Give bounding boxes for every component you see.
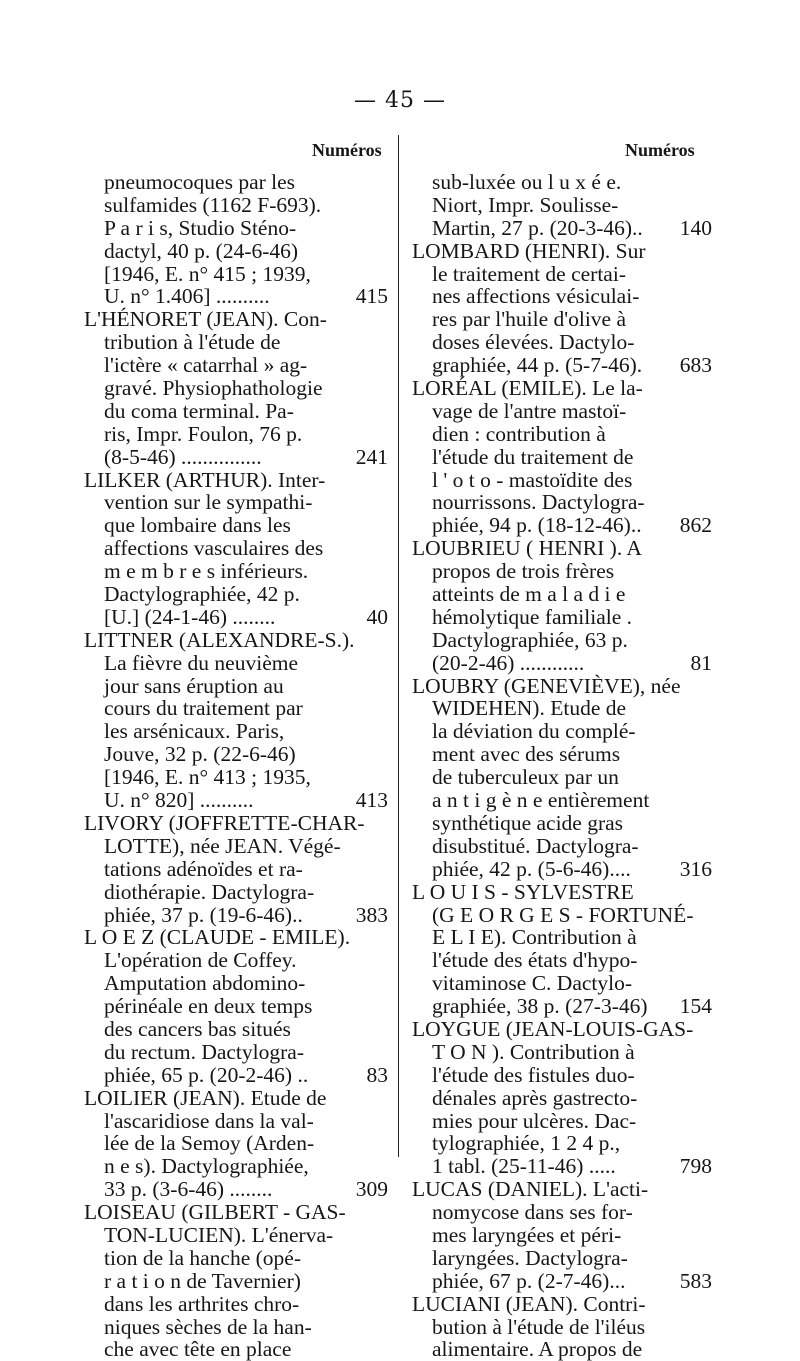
entry-heading-line: [412, 240, 712, 263]
entry-text: Niort, Impr. Soulisse-: [432, 192, 619, 217]
entry-number: 862: [679, 513, 712, 538]
entry-text: LOISEAU (GILBERT - GAS-: [84, 1200, 346, 1225]
entry-text: lée de la Semoy (Arden-: [104, 1131, 315, 1156]
entry-line: [84, 1064, 388, 1087]
entry-number: 81: [690, 650, 712, 675]
entry-heading-line: [84, 469, 388, 492]
entry-text: P a r i s, Studio Sténo-: [104, 215, 297, 240]
entry-text: mes laryngées et péri-: [432, 1222, 622, 1247]
entry-line: [412, 1110, 712, 1133]
entry-text: T O N ). Contribution à: [432, 1039, 635, 1064]
entry-text: nourrissons. Dactylogra-: [432, 490, 645, 515]
entry-text: vitaminose C. Dactylo-: [432, 971, 633, 996]
entry-line: [412, 1247, 712, 1270]
entry-text: tion de la hanche (opé-: [104, 1245, 301, 1270]
entry-heading-line: [84, 629, 388, 652]
entry-text: ris, Impr. Foulon, 76 p.: [104, 421, 303, 446]
entry-text: LOUBRY (GENEVIÈVE), née: [412, 673, 681, 698]
entry-line: [412, 1064, 712, 1087]
entry-text: diothérapie. Dactylogra-: [104, 879, 315, 904]
entry-text: L O U I S - SYLVESTRE: [412, 879, 634, 904]
entry-text: les arsénicaux. Paris,: [104, 719, 285, 744]
entry-text: laryngées. Dactylogra-: [432, 1245, 628, 1270]
entry-text: vention sur le sympathi-: [104, 490, 313, 515]
entry-line: [84, 194, 388, 217]
entry-text: LOILIER (JEAN). Etude de: [84, 1085, 327, 1110]
page-number: — 45 —: [354, 88, 446, 113]
entry-text: LUCIANI (JEAN). Contri-: [412, 1291, 646, 1316]
entry-text: l'étude des fistules duo-: [432, 1062, 635, 1087]
entry-heading-line: [412, 537, 712, 560]
entry-line: [84, 446, 388, 469]
entry-number: 583: [679, 1268, 712, 1293]
entry-line: [412, 1087, 712, 1110]
entry-line: [412, 423, 712, 446]
entry-text: nes affections vésiculai-: [432, 284, 640, 309]
entry-text: des cancers bas situés: [104, 1016, 291, 1041]
entry-text: (20-2-46) ............: [432, 650, 585, 675]
entry-line: [412, 904, 712, 927]
entry-text: dien : contribution à: [432, 421, 606, 446]
entry-line: [412, 1316, 712, 1339]
entry-text: E L I E). Contribution à: [432, 925, 637, 950]
entry-text: jour sans éruption au: [104, 673, 284, 698]
entry-line: [84, 972, 388, 995]
entry-heading-line: [84, 1201, 388, 1224]
entry-line: [412, 697, 712, 720]
entry-line: [84, 949, 388, 972]
entry-text: LORÉAL (EMILE). Le la-: [412, 376, 643, 401]
entry-text: phiée, 65 p. (20-2-46) ..: [104, 1062, 309, 1087]
entry-text: [U.] (24-1-46) ........: [104, 604, 276, 629]
entry-line: [84, 675, 388, 698]
entry-text: 33 p. (3-6-46) ........: [104, 1177, 273, 1202]
entry-line: [84, 285, 388, 308]
entry-line: [84, 743, 388, 766]
entry-line: [412, 514, 712, 537]
entry-line: [412, 308, 712, 331]
entry-heading-line: [412, 881, 712, 904]
entry-line: [412, 354, 712, 377]
entry-number: 683: [679, 353, 712, 378]
entry-text: nomycose dans ses for-: [432, 1200, 633, 1225]
entry-text: sulfamides (1162 F-693).: [104, 192, 322, 217]
entry-text: alimentaire. A propos de: [432, 1337, 643, 1361]
entry-text: affections vasculaires des: [104, 536, 324, 561]
entry-line: [412, 720, 712, 743]
entry-text: tribution à l'étude de: [104, 330, 281, 355]
entry-number: 415: [355, 284, 388, 309]
entry-line: [84, 1041, 388, 1064]
entry-line: [84, 1018, 388, 1041]
entry-line: [412, 331, 712, 354]
entry-line: [84, 881, 388, 904]
entry-text: sub-luxée ou l u x é e.: [432, 170, 622, 194]
entry-text: L'opération de Coffey.: [104, 948, 297, 973]
entry-text: res par l'huile d'olive à: [432, 307, 627, 332]
entry-text: hémolytique familiale .: [432, 604, 633, 629]
entry-line: [412, 263, 712, 286]
entry-line: [84, 652, 388, 675]
entry-line: [412, 926, 712, 949]
entry-line: [84, 400, 388, 423]
entry-line: [84, 995, 388, 1018]
entry-heading-line: [412, 1018, 712, 1041]
entry-text: Martin, 27 p. (20-3-46)..: [432, 215, 643, 240]
entry-text: phiée, 42 p. (5-6-46)....: [432, 856, 631, 881]
entry-heading-line: [84, 308, 388, 331]
entry-line: [412, 606, 712, 629]
entry-text: l ' o t o - mastoïdite des: [432, 467, 633, 492]
entry-line: [84, 1338, 388, 1361]
entry-text: bution à l'étude de l'iléus: [432, 1314, 646, 1339]
entry-text: r a t i o n de Tavernier): [104, 1268, 301, 1293]
entry-line: [84, 1178, 388, 1201]
entry-heading-line: [84, 926, 388, 949]
entry-text: Dactylographiée, 42 p.: [104, 582, 300, 607]
entry-line: [412, 446, 712, 469]
entry-line: [84, 1247, 388, 1270]
entry-line: [412, 629, 712, 652]
entry-text: doses élevées. Dactylo-: [432, 330, 635, 355]
entry-text: tylographiée, 1 2 4 p.,: [432, 1131, 621, 1156]
entry-line: [412, 560, 712, 583]
entry-text: du rectum. Dactylogra-: [104, 1039, 304, 1064]
entry-line: [84, 217, 388, 240]
entry-line: [412, 972, 712, 995]
entry-heading-line: [84, 812, 388, 835]
entry-line: [412, 835, 712, 858]
entry-text: que lombaire dans les: [104, 513, 291, 538]
entry-text: (G E O R G E S - FORTUNÉ-: [432, 902, 694, 927]
entry-text: U. n° 820] ..........: [104, 788, 254, 813]
entry-line: [412, 469, 712, 492]
entry-line: [412, 1201, 712, 1224]
entry-line: [84, 1132, 388, 1155]
entry-line: [84, 766, 388, 789]
entry-line: [84, 835, 388, 858]
entry-line: [412, 1132, 712, 1155]
entry-text: disubstitué. Dactylogra-: [432, 833, 639, 858]
right-column: [412, 171, 712, 1361]
entry-text: L'HÉNORET (JEAN). Con-: [84, 307, 327, 332]
entry-text: ment avec des sérums: [432, 742, 621, 767]
entry-text: propos de trois frères: [432, 559, 615, 584]
entry-number: 316: [679, 856, 712, 881]
entry-text: Dactylographiée, 63 p.: [432, 627, 628, 652]
entry-line: [84, 537, 388, 560]
entry-text: dénales après gastrecto-: [432, 1085, 638, 1110]
entry-text: mies pour ulcères. Dac-: [432, 1108, 637, 1133]
entry-text: atteints de m a l a d i e: [432, 582, 626, 607]
entry-text: synthétique acide gras: [432, 810, 624, 835]
entry-line: [84, 354, 388, 377]
entry-text: LILKER (ARTHUR). Inter-: [84, 467, 326, 492]
entry-text: niques sèches de la han-: [104, 1314, 312, 1339]
entry-line: [84, 491, 388, 514]
entry-number: 309: [355, 1177, 388, 1202]
entry-text: (8-5-46) ...............: [104, 444, 262, 469]
entry-line: [84, 697, 388, 720]
entry-text: [1946, E. n° 415 ; 1939,: [104, 261, 311, 286]
entry-text: périnéale en deux temps: [104, 994, 313, 1019]
entry-line: [84, 858, 388, 881]
entry-number: 154: [679, 994, 712, 1019]
entry-line: [412, 812, 712, 835]
entry-text: cours du traitement par: [104, 696, 303, 721]
entry-number: 413: [355, 788, 388, 813]
entry-line: [84, 263, 388, 286]
entry-text: TON-LUCIEN). L'énerva-: [104, 1222, 334, 1247]
entry-heading-line: [412, 1293, 712, 1316]
entry-line: [84, 514, 388, 537]
entry-line: [412, 583, 712, 606]
entry-text: a n t i g è n e entièrement: [432, 788, 650, 813]
entry-line: [412, 652, 712, 675]
entry-text: m e m b r e s inférieurs.: [104, 559, 309, 584]
entry-number: 40: [366, 604, 388, 629]
entry-heading-line: [412, 377, 712, 400]
entry-line: [84, 377, 388, 400]
entry-text: dactyl, 40 p. (24-6-46): [104, 238, 299, 263]
entry-line: [84, 331, 388, 354]
entry-line: [84, 423, 388, 446]
entry-text: n e s). Dactylographiée,: [104, 1154, 309, 1179]
entry-heading-line: [84, 1087, 388, 1110]
entry-line: [84, 904, 388, 927]
entry-text: L O E Z (CLAUDE - EMILE).: [84, 925, 351, 950]
entry-line: [412, 789, 712, 812]
entry-line: [412, 1041, 712, 1064]
entry-line: [412, 217, 712, 240]
entry-text: LOYGUE (JEAN-LOUIS-GAS-: [412, 1016, 694, 1041]
entry-line: [84, 1224, 388, 1247]
entry-text: U. n° 1.406] ..........: [104, 284, 270, 309]
entry-line: [84, 720, 388, 743]
entry-text: La fièvre du neuvième: [104, 650, 299, 675]
entry-text: vage de l'antre mastoï-: [432, 398, 627, 423]
entry-line: [412, 1224, 712, 1247]
entry-text: phiée, 67 p. (2-7-46)...: [432, 1268, 626, 1293]
entry-text: graphiée, 44 p. (5-7-46).: [432, 353, 643, 378]
entry-text: WIDEHEN). Etude de: [432, 696, 627, 721]
entry-number: 83: [366, 1062, 388, 1087]
entry-text: l'étude des états d'hypo-: [432, 948, 638, 973]
entry-text: du coma terminal. Pa-: [104, 398, 294, 423]
entry-line: [412, 400, 712, 423]
entry-text: gravé. Physiophathologie: [104, 376, 323, 401]
entry-line: [412, 194, 712, 217]
entry-line: [412, 743, 712, 766]
entry-text: graphiée, 38 p. (27-3-46): [432, 994, 648, 1019]
entry-line: [412, 858, 712, 881]
entry-text: l'étude du traitement de: [432, 444, 634, 469]
entry-line: [84, 1293, 388, 1316]
right-column-header: Numéros: [625, 140, 695, 160]
entry-line: [84, 240, 388, 263]
entry-text: LOMBARD (HENRI). Sur: [412, 238, 646, 263]
column-divider: [398, 135, 399, 1157]
entry-line: [412, 766, 712, 789]
entry-line: [412, 491, 712, 514]
entry-line: [84, 1270, 388, 1293]
entry-line: [84, 606, 388, 629]
entry-line: [412, 1155, 712, 1178]
entry-line: [412, 995, 712, 1018]
entry-text: tations adénoïdes et ra-: [104, 856, 303, 881]
left-column-header: Numéros: [312, 140, 382, 160]
entry-line: [84, 171, 388, 194]
entry-heading-line: [412, 675, 712, 698]
entry-text: phiée, 37 p. (19-6-46)..: [104, 902, 303, 927]
entry-line: [412, 1270, 712, 1293]
entry-text: Amputation abdomino-: [104, 971, 306, 996]
entry-text: pneumocoques par les: [104, 170, 296, 194]
entry-number: 241: [355, 444, 388, 469]
entry-line: [412, 949, 712, 972]
entry-number: 798: [679, 1154, 712, 1179]
entry-line: [412, 1338, 712, 1361]
left-column: [84, 171, 388, 1361]
entry-text: l'ascaridiose dans la val-: [104, 1108, 314, 1133]
entry-line: [84, 583, 388, 606]
entry-text: LIVORY (JOFFRETTE-CHAR-: [84, 810, 365, 835]
entry-line: [84, 1155, 388, 1178]
entry-text: le traitement de certai-: [432, 261, 626, 286]
entry-line: [84, 560, 388, 583]
entry-text: che avec tête en place: [104, 1337, 292, 1361]
entry-text: Jouve, 32 p. (22-6-46): [104, 742, 296, 767]
entry-text: phiée, 94 p. (18-12-46)..: [432, 513, 642, 538]
entry-heading-line: [412, 1178, 712, 1201]
entry-line: [412, 171, 712, 194]
entry-text: dans les arthrites chro-: [104, 1291, 300, 1316]
entry-text: LOTTE), née JEAN. Végé-: [104, 833, 341, 858]
entry-line: [84, 1110, 388, 1133]
entry-text: [1946, E. n° 413 ; 1935,: [104, 765, 311, 790]
entry-text: de tuberculeux par un: [432, 765, 619, 790]
entry-number: 140: [679, 215, 712, 240]
entry-number: 383: [355, 902, 388, 927]
entry-line: [84, 789, 388, 812]
entry-text: la déviation du complé-: [432, 719, 636, 744]
entry-line: [412, 285, 712, 308]
entry-line: [84, 1316, 388, 1339]
entry-text: LITTNER (ALEXANDRE-S.).: [84, 627, 355, 652]
entry-text: 1 tabl. (25-11-46) .....: [432, 1154, 616, 1179]
entry-text: LUCAS (DANIEL). L'acti-: [412, 1177, 649, 1202]
entry-text: l'ictère « catarrhal » ag-: [104, 353, 308, 378]
entry-text: LOUBRIEU ( HENRI ). A: [412, 536, 642, 561]
